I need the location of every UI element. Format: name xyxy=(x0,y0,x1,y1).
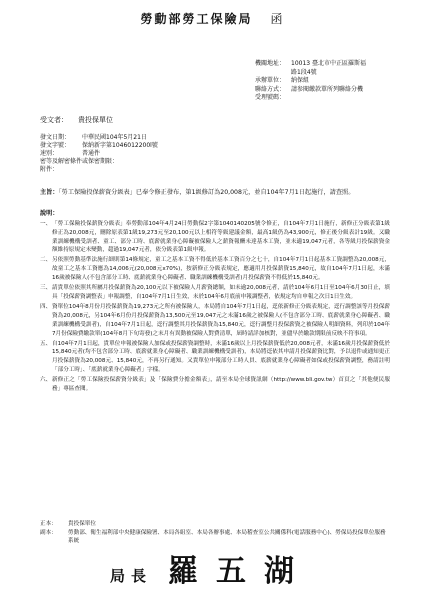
signature-block xyxy=(110,556,312,588)
letter-header xyxy=(0,12,425,27)
address-row xyxy=(241,69,411,78)
address-row xyxy=(241,94,411,103)
item-text: 資單位104年8月份月投保薪資為19,273元之所有被保險人，本局將自104年7月1日起，逕依新修正分級表規定，逕行調整該等月投保薪資為20,008元，另104年6月份月投保薪資為13,500元至19,047元之未滿16歲之被保險人(不包含部分工時、底薪就業身心障礙者、職業訓練機構受訓者)，自104年7月1日起，逕行調整其月投保薪資為15,840元，逕行調整月投保薪資之被保險人明細資料，列印於104年7月份保險費繳款單(104年8月下旬寄發)之末月有異動被保險人對費清單，屆時請詳加核對，並儘早於繳款期限前反映不符事項。 xyxy=(52,303,390,337)
subject xyxy=(40,188,388,197)
distribution-value: 貴投保單位 xyxy=(68,521,96,527)
item-text: 另依照勞動基準法施行細則第14條規定，童工之基本工資不得低於基本工資百分之七十，自104年7月1日起基本工資調整為20,008元，故童工之基本工資應為14,006元(20,008元x70%)，按新修正分級表規定，應適用月投保薪資15,840元，故自104年7月1日起，未滿16歲被保險人(不包含部分工時、底薪就業身心障礙者、職業訓練機構受訓者)月投保薪資不得低於15,840元。 xyxy=(52,257,390,282)
item-number: 二、 xyxy=(40,257,52,264)
meta-label: 附件： xyxy=(40,166,59,173)
address-row-value: 請参閱繳款單所列聯絡分機 xyxy=(291,85,364,93)
address-row-label: 承辦單位： xyxy=(254,77,285,84)
subject-text: 「勞工保險投保薪資分級表」已奉令修正發布，第1級修訂為20,008元，並自104年7月1日起施行，請查照。 xyxy=(58,189,355,196)
meta-label: 密等及解密條件或保密期限： xyxy=(40,158,119,165)
address-row-label: 受理號碼： xyxy=(254,94,285,101)
meta-row xyxy=(40,166,370,174)
explanation-item xyxy=(40,376,390,394)
address-row-label: 聯絡方式： xyxy=(254,85,285,93)
explanation-item xyxy=(40,220,390,256)
explanation-item xyxy=(40,284,390,302)
address-row xyxy=(241,77,411,86)
item-text: 自104年7月1日起，貴單位申報被保險人加保或投保薪資調整時，未滿16歲以上月投保薪資低於20,008元者，未滿16歲月投保薪資低於15,840元者(均不包含部分工時、底薪就業身心障礙者、職業訓練機構受訓者)，本局將逕依其申請月投保薪資比對，予以退件或通知更正月投保薪資為20,008元、15,840元，不再另行通知。又貴單位申報部分工時人員、底薪就業身心障礙者如保或投保薪資調整，務請註明「部分工時」、「底薪就業身心障礙者」字樣。 xyxy=(52,340,390,374)
meta-value: 中華民國104年5月21日 xyxy=(82,134,147,141)
address-row xyxy=(241,86,411,95)
document-meta xyxy=(40,134,370,174)
item-number: 三、 xyxy=(40,285,52,292)
explanation-item xyxy=(40,303,390,339)
explanation-item xyxy=(40,256,390,283)
explanation-label: 說明： xyxy=(40,210,59,217)
meta-label: 發文字號： xyxy=(40,142,71,149)
item-number: 五、 xyxy=(40,340,52,347)
item-number: 一、 xyxy=(40,220,52,227)
meta-value: 保納新字第1046012200l號 xyxy=(82,142,158,149)
address-row-label xyxy=(241,69,285,78)
recipient-value: 貴投保單位 xyxy=(78,116,113,124)
recipient xyxy=(40,116,113,125)
meta-row xyxy=(40,142,370,150)
meta-value xyxy=(82,166,370,174)
meta-label: 速別： xyxy=(40,150,59,157)
meta-row xyxy=(40,158,370,166)
address-row-value: 10013 臺北市中正區羅斯福 xyxy=(291,60,366,67)
address-row-label: 機關地址： xyxy=(254,60,285,67)
subject-label: 主旨： xyxy=(40,189,59,196)
distribution-label: 正本： xyxy=(40,521,57,527)
address-row-value xyxy=(291,94,411,103)
distribution-list xyxy=(40,520,390,546)
item-text: 請貴單位依照其所屬月投保薪資為20,100元以下被保險人月薪資總額，如未逾20,008元者，請於104年6月1日至104年6月30日止，填具「投保薪資調整表」申報調整，自104年7月1日生效，未於104年6月底前申報調整者，依規定均自申報之次日1日生效。 xyxy=(52,285,390,300)
agency-title: 勞動部勞工保險局 xyxy=(140,12,253,26)
distribution-value: 勞動部、衛生福利部中央健康保險署、本局各組室、本局各辦事處、本局稽查室公共關係科(電話服務中心)、勞保局投保單位服務系統 xyxy=(68,529,386,544)
address-row-value: 路1段4號 xyxy=(291,68,317,76)
item-text: 新修正之「勞工保險投保薪資分級表」及「保險費分擔金額表」，請至本局全球資訊網（http://www.bli.gov.tw）首頁之「其他便民服務」專區查閱。 xyxy=(52,377,390,393)
explanation-item xyxy=(40,340,390,376)
signatory-title: 局長 xyxy=(110,567,153,586)
meta-value xyxy=(118,158,370,166)
recipient-label: 受文者： xyxy=(40,116,68,124)
meta-label: 發文日期： xyxy=(40,134,71,141)
address-row-value: 納保組 xyxy=(291,77,310,84)
meta-row xyxy=(40,150,370,158)
address-block xyxy=(241,60,411,103)
explanation xyxy=(40,210,390,395)
meta-value: 普通件 xyxy=(82,150,101,157)
distribution-row xyxy=(40,520,390,529)
address-row xyxy=(241,60,411,69)
item-text: 「勞工保險投保薪資分級表」奉勞動部104年4月24日勞動保2字第1040140205號令修正，自104年7月1日施行，新修正分級表第1級修正為20,008元，刪除原表第1級19,273元至20,100元以上相符等級建議金額，最高1級仍為43,900元，修正後分級表計19級。又職業訓練機構受訓者、童工、部分工時、底薪就業身心障礙被保險人之薪資報酬未達基本工資，並未適19,047元者，各等級月投保薪資金額維持原規定未變動，超過19,047元者，依分級表第1級申報。 xyxy=(52,220,390,254)
signatory-name: 羅五湖 xyxy=(168,554,313,589)
item-number: 四、 xyxy=(40,303,52,310)
distribution-row xyxy=(40,529,390,546)
item-number: 六、 xyxy=(40,377,52,384)
meta-row xyxy=(40,134,370,142)
distribution-label: 副本： xyxy=(40,529,57,536)
document-kind: 函 xyxy=(270,12,285,26)
